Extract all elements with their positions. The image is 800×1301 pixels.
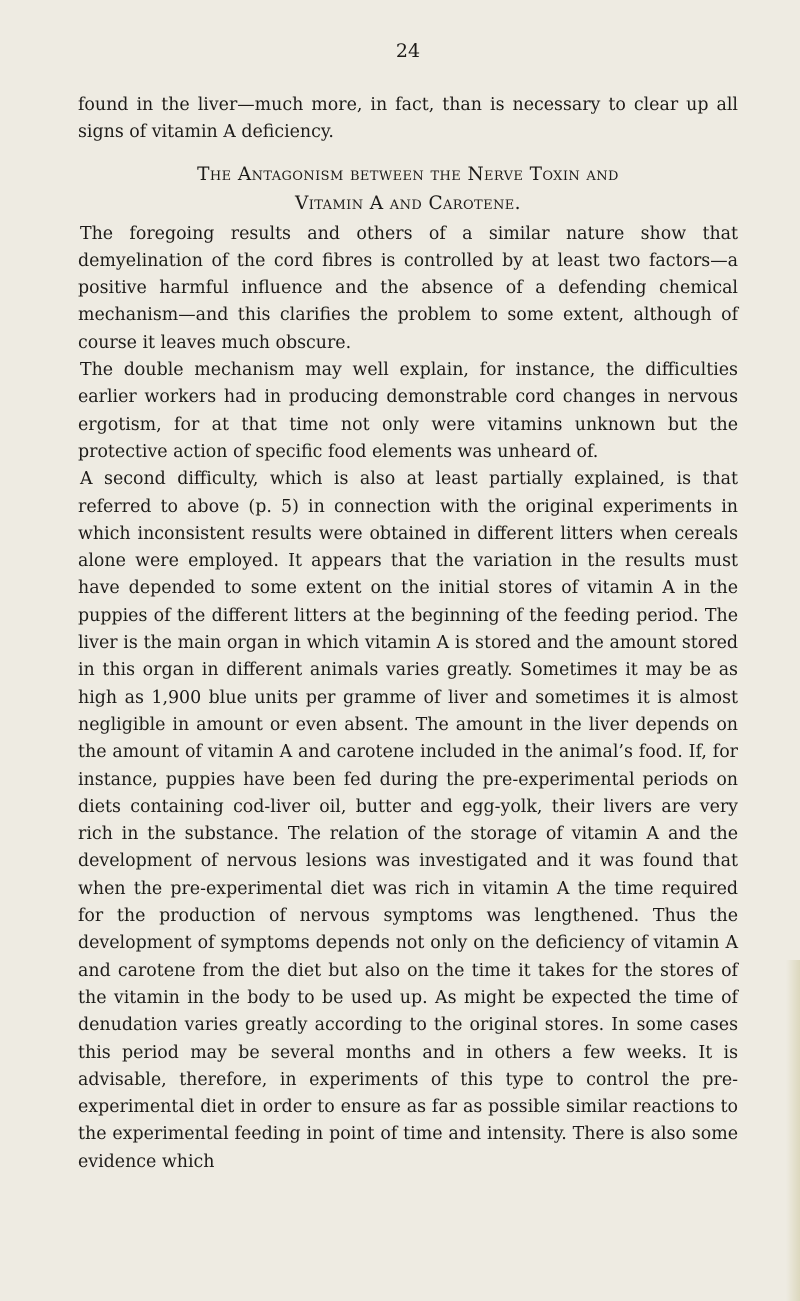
section-heading-line-1: The Antagonism between the Nerve Toxin and bbox=[197, 163, 619, 185]
section-heading-line-2: Vitamin A and Carotene. bbox=[295, 192, 521, 214]
section-heading bbox=[78, 160, 738, 218]
paragraph-double-mechanism: The double mechanism may well explain, for instance, the difficulties earlier workers had in producing demonstrable cord changes in nervous ergotism, for at that time not only were vitamins unknown but the protective action of specific food elements was unheard of. bbox=[78, 360, 738, 462]
page-edge-stain bbox=[786, 960, 800, 1301]
paragraph-second-difficulty: A second difficulty, which is also at least partially explained, is that referred to above (p. 5) in connection with the original experiments in which inconsistent results were obtained in different litters when cereals alone were employed. It appears that the variation in the results must have depended to some extent on the initial stores of vitamin A in the puppies of the different litters at the beginning of the feeding period. The liver is the main organ in which vitamin A is stored and the amount stored in this organ in different animals varies greatly. Sometimes it may be as high as 1,900 blue units per gramme of liver and sometimes it is almost negligible in amount or even absent. The amount in the liver depends on the amount of vitamin A and carotene included in the animal’s food. If, for instance, puppies have been fed during the pre-experimental periods on diets containing cod-liver oil, butter and egg-yolk, their livers are very rich in the substance. The relation of the storage of vitamin A and the development of nervous lesions was investigated and it was found that when the pre-experimental diet was rich in vitamin A the time required for the production of nervous symptoms was lengthened. Thus the development of symptoms depends not only on the deficiency of vitamin A and carotene from the diet but also on the time it takes for the stores of the vitamin in the body to be used up. As might be expected the time of denudation varies greatly according to the original stores. In some cases this period may be several months and in others a few weeks. It is advisable, therefore, in experiments of this type to control the pre-experimental diet in order to ensure as far as possible similar reactions to the experimental feeding in point of time and intensity. There is also some evidence which bbox=[78, 469, 738, 1172]
page-number: 24 bbox=[395, 40, 421, 62]
paragraph-foregoing-results: The foregoing results and others of a similar nature show that demyelination of the cord fibres is controlled by at least two factors—a positive harmful influence and the absence of a defending chemical mechanism—and this clarifies the problem to some extent, although of course it leaves much obscure. bbox=[78, 223, 738, 353]
opening-paragraph: found in the liver—much more, in fact, than is necessary to clear up all signs of vitamin A deficiency. bbox=[78, 95, 738, 143]
document-page bbox=[78, 40, 738, 1176]
